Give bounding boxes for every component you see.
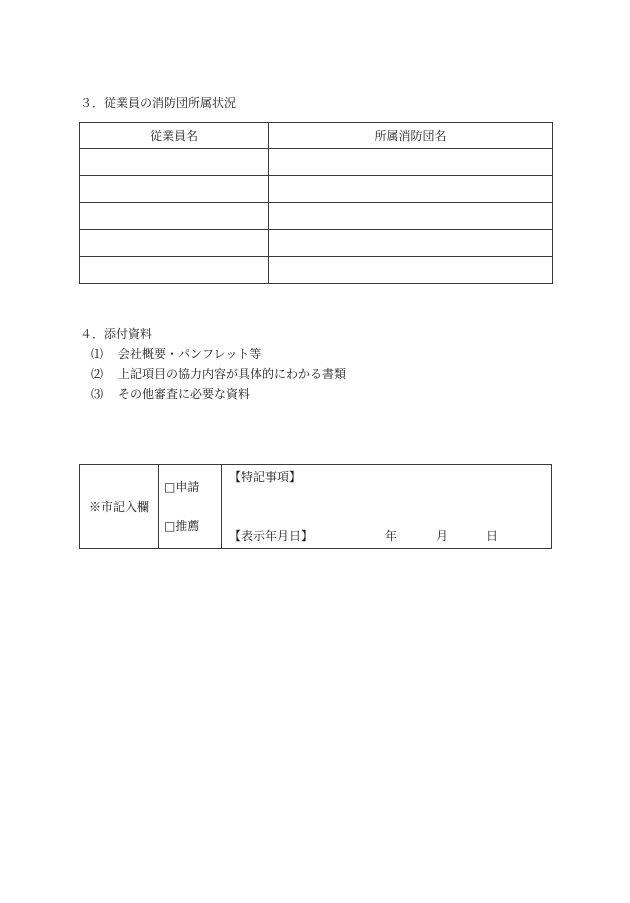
fire-brigade-cell[interactable]: [269, 149, 553, 176]
city-use-label: ※市記入欄: [88, 499, 149, 514]
table-row: [80, 230, 553, 257]
attachment-item-number: ⑶: [91, 387, 104, 401]
attachment-item-number: ⑵: [91, 367, 104, 381]
table-row: [80, 176, 553, 203]
remarks-cell: [221, 465, 551, 548]
employee-name-cell[interactable]: [80, 149, 269, 176]
fire-brigade-cell[interactable]: [269, 176, 553, 203]
city-use-label-cell: [80, 465, 158, 548]
display-date-label: 【表示年月日】: [229, 529, 314, 543]
day-label: 日: [486, 529, 499, 543]
attachment-item-text: 会社概要・パンフレット等: [118, 347, 262, 361]
application-type-cell: [158, 465, 222, 548]
employee-name-cell[interactable]: [80, 176, 269, 203]
attachment-item-text: その他審査に必要な資料: [118, 387, 251, 401]
section-4-heading: ４．添付資料: [80, 327, 153, 341]
section-3-heading: ３．従業員の消防団所属状況: [80, 96, 237, 110]
employee-name-cell[interactable]: [80, 230, 269, 257]
header-employee-name: 従業員名: [80, 123, 269, 149]
table-row: [80, 257, 553, 284]
attachment-item-text: 上記項目の協力内容が具体的にわかる書類: [118, 367, 347, 381]
fire-brigade-cell[interactable]: [269, 230, 553, 257]
special-remarks-label: 【特記事項】: [229, 470, 302, 484]
recommendation-checkbox[interactable]: □推薦: [164, 519, 200, 533]
table-row: [80, 203, 553, 230]
table-header-row: [80, 123, 553, 149]
fire-brigade-cell[interactable]: [269, 203, 553, 230]
firefighter-affiliation-table: [79, 122, 553, 284]
employee-name-cell[interactable]: [80, 257, 269, 284]
table-row: [80, 149, 553, 176]
application-checkbox[interactable]: □申請: [164, 480, 200, 494]
header-fire-brigade-name: 所属消防団名: [269, 123, 553, 149]
attachment-item-number: ⑴: [91, 347, 104, 361]
year-label: 年: [385, 529, 398, 543]
fire-brigade-cell[interactable]: [269, 257, 553, 284]
employee-name-cell[interactable]: [80, 203, 269, 230]
month-label: 月: [436, 529, 449, 543]
city-use-box: [79, 464, 552, 549]
